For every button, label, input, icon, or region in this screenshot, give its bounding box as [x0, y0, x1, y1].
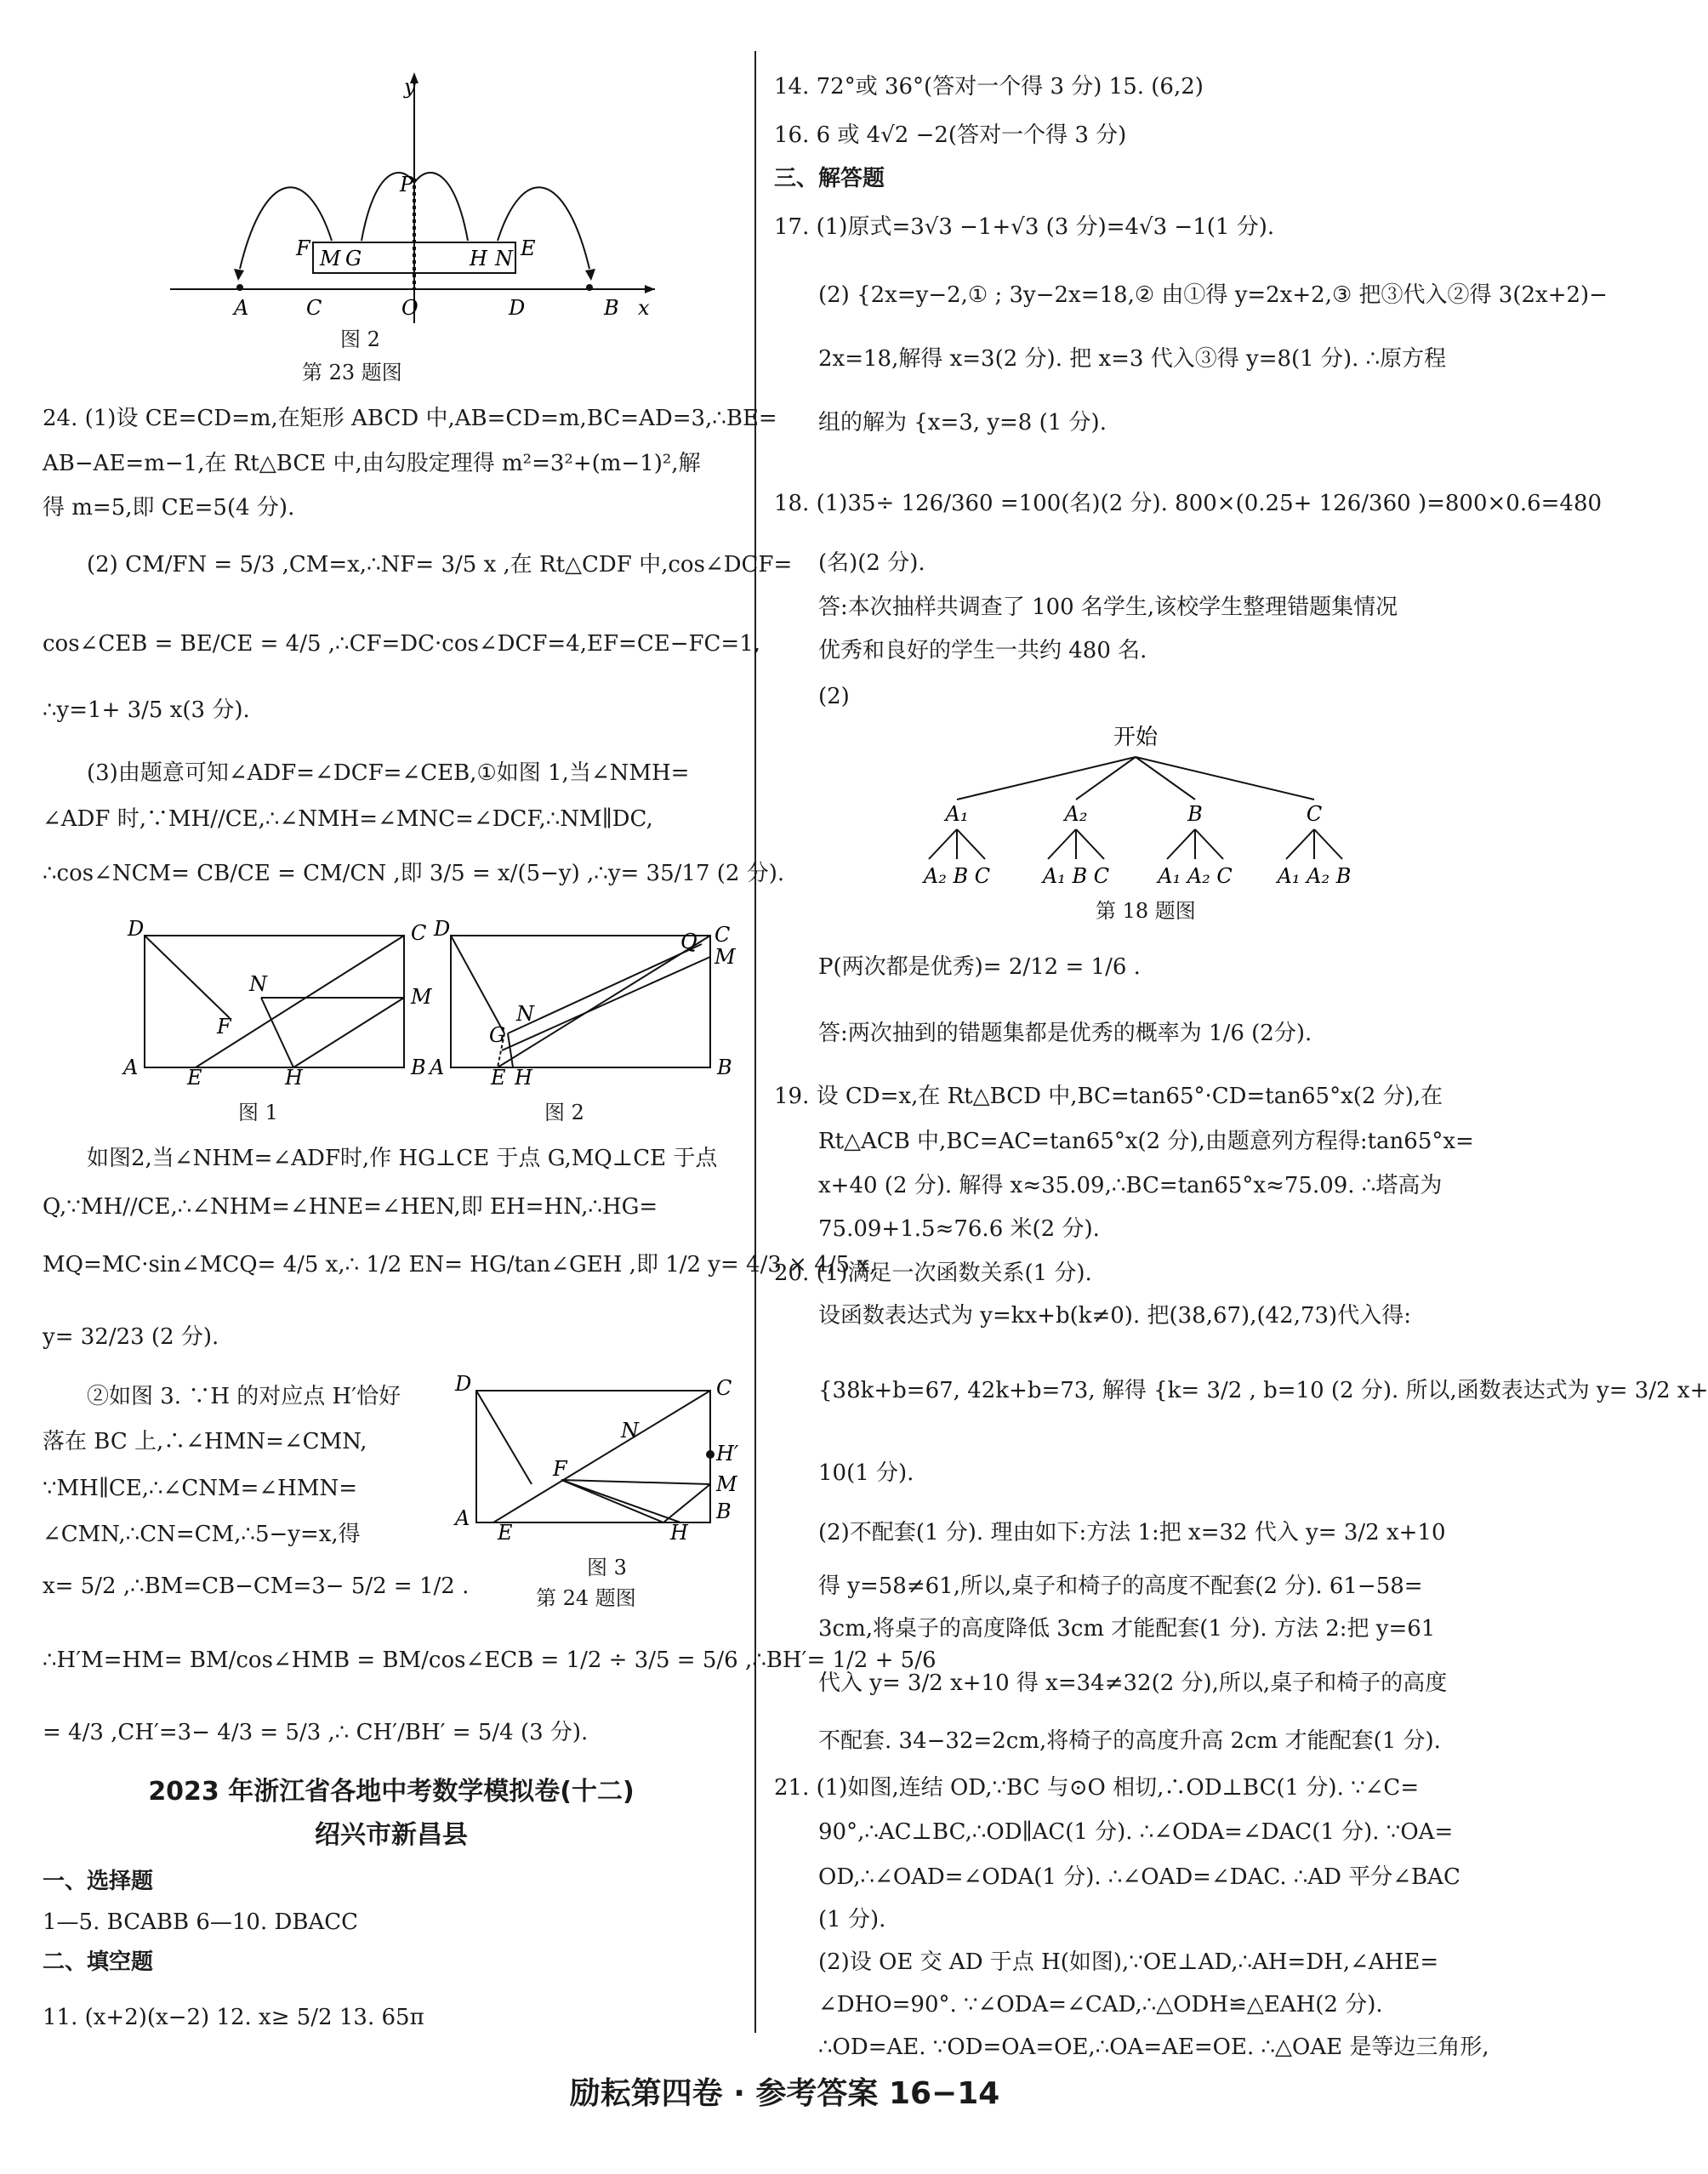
q20-line: 3cm,将桌子的高度降低 3cm 才能配套(1 分). 方法 2:把 y=61: [818, 1616, 1436, 1642]
tree-leaves-c: A₁ A₂ B: [1277, 864, 1352, 888]
q21-line: ∠DHO=90°. ∵∠ODA=∠CAD,∴△ODH≌△EAH(2 分).: [818, 1992, 1383, 2017]
q17-line: 组的解为 {x=3, y=8 (1 分).: [818, 410, 1107, 435]
exam-subtitle: 绍兴市新昌县: [315, 1820, 468, 1850]
q20-line: (2)不配套(1 分). 理由如下:方法 1:把 x=32 代入 y= 3/2 x+10: [818, 1520, 1446, 1545]
fig23-caption: 第 23 题图: [302, 361, 402, 384]
q17-line: (2) {2x=y−2,① ; 3y−2x=18,② 由①得 y=2x+2,③ 把③代入②得 3(2x+2)−: [818, 282, 1608, 308]
tree-node-a1: A₁: [945, 802, 969, 826]
q24-part2-line: Q,∵MH//CE,∴∠NHM=∠HNE=∠HEN,即 EH=HN,∴HG=: [43, 1194, 658, 1220]
fig23-label-c: C: [306, 296, 322, 320]
q20-line: 不配套. 34−32=2cm,将椅子的高度升高 2cm 才能配套(1 分).: [818, 1728, 1441, 1754]
fig23-label-g: G: [345, 247, 362, 270]
fig3-label-d: D: [455, 1372, 472, 1396]
q24-part2-line: MQ=MC·sin∠MCQ= 4/5 x,∴ 1/2 EN= HG/tan∠GEH ,即 1/2 y= 4/3 × 4/5 x,: [43, 1252, 877, 1278]
fig23-label-b: B: [604, 296, 619, 320]
q18-end-line: 答:两次抽到的错题集都是优秀的概率为 1/6 (2分).: [818, 1021, 1312, 1046]
page-footer: 励耘第四卷 · 参考答案 16−14: [569, 2076, 1000, 2111]
fig3-label-e: E: [498, 1521, 513, 1545]
fig23-label-n: N: [495, 247, 513, 270]
fig23-label-e: E: [521, 236, 536, 260]
fig23-label-d: D: [509, 296, 526, 320]
answer-line: 16. 6 或 4√2 −2(答对一个得 3 分): [774, 122, 1127, 148]
fig3-label-h-prime: H′: [716, 1442, 739, 1465]
fig3-caption: 图 3: [587, 1556, 627, 1579]
fig3-caption2: 第 24 题图: [536, 1586, 636, 1610]
fig23-label-m: M: [320, 247, 341, 270]
q24-line: AB−AE=m−1,在 Rt△BCE 中,由勾股定理得 m²=3²+(m−1)²,解: [43, 451, 701, 476]
exam-title: 2023 年浙江省各地中考数学模拟卷(十二): [148, 1777, 635, 1807]
fig2-caption: 图 2: [544, 1101, 584, 1124]
fig3-label-m: M: [716, 1472, 737, 1496]
tree-leaves-a2: A₁ B C: [1042, 864, 1110, 888]
fig23-label-p: P: [400, 173, 414, 196]
figure-24-3-diagram: [451, 1374, 757, 1544]
q24-line: (2) CM/FN = 5/3 ,CM=x,∴NF= 3/5 x ,在 Rt△CDF 中,cos∠DCF=: [87, 552, 793, 578]
q19-line: 75.09+1.5≈76.6 米(2 分).: [818, 1216, 1100, 1242]
q21-line: ∴OD=AE. ∵OD=OA=OE,∴OA=AE=OE. ∴△OAE 是等边三角形,: [818, 2035, 1489, 2060]
q17-line: 17. (1)原式=3√3 −1+√3 (3 分)=4√3 −1(1 分).: [774, 214, 1275, 240]
q19-line: Rt△ACB 中,BC=AC=tan65°x(2 分),由题意列方程得:tan65°x=: [818, 1129, 1474, 1154]
q24-part3-line: x= 5/2 ,∴BM=CB−CM=3− 5/2 = 1/2 .: [43, 1574, 470, 1599]
fig2-label-h: H: [515, 1066, 532, 1090]
q19-line: 19. 设 CD=x,在 Rt△BCD 中,BC=tan65°·CD=tan65°x(2 分),在: [774, 1084, 1443, 1109]
tree-node-b: B: [1187, 802, 1203, 826]
fig1-label-h: H: [285, 1066, 303, 1090]
fig23-label-x: x: [638, 296, 650, 320]
fig2-label-c: C: [715, 923, 731, 947]
fig2-label-q: Q: [680, 930, 697, 953]
tree-leaves-b: A₁ A₂ C: [1158, 864, 1233, 888]
tree-node-a2: A₂: [1064, 802, 1088, 826]
q18-line: (名)(2 分).: [818, 550, 925, 576]
fig1-caption: 图 1: [238, 1101, 278, 1124]
section-3-title: 三、解答题: [774, 166, 885, 191]
tree-diagram: [893, 714, 1369, 902]
fig23-label-f: F: [296, 236, 310, 260]
q24-part3-line: 落在 BC 上,∴∠HMN=∠CMN,: [43, 1429, 367, 1454]
q24-part4-line: ∴H′M=HM= BM/cos∠HMB = BM/cos∠ECB = 1/2 ÷ 3/5 = 5/6 ,∴BH′= 1/2 + 5/6: [43, 1648, 937, 1673]
fig2-label-m: M: [715, 945, 736, 969]
section-1-answers: 1—5. BCABB 6—10. DBACC: [43, 1909, 359, 1935]
figure-24-2-diagram: [430, 917, 753, 1090]
q21-line: (2)设 OE 交 AD 于点 H(如图),∵OE⊥AD,∴AH=DH,∠AHE=: [818, 1949, 1439, 1975]
q21-line: 21. (1)如图,连结 OD,∵BC 与⊙O 相切,∴OD⊥BC(1 分). ∵∠C=: [774, 1775, 1420, 1801]
fig3-label-n: N: [621, 1419, 639, 1443]
fig2-label-n: N: [516, 1002, 534, 1026]
q20-line: 得 y=58≠61,所以,桌子和椅子的高度不配套(2 分). 61−58=: [818, 1574, 1423, 1599]
q21-line: OD,∴∠OAD=∠ODA(1 分). ∴∠OAD=∠DAC. ∴AD 平分∠BAC: [818, 1864, 1460, 1890]
fig3-label-c: C: [716, 1376, 732, 1400]
q18-end-line: P(两次都是优秀)= 2/12 = 1/6 .: [818, 954, 1141, 980]
fig1-label-n: N: [249, 972, 267, 996]
q21-line: (1 分).: [818, 1907, 886, 1932]
fig23-label-y: y: [404, 75, 416, 99]
q24-part2-line: y= 32/23 (2 分).: [43, 1324, 219, 1350]
fig1-label-b: B: [411, 1056, 426, 1079]
answer-line: 14. 72°或 36°(答对一个得 3 分) 15. (6,2): [774, 74, 1204, 100]
fig1-label-a: A: [123, 1056, 139, 1079]
fig1-label-e: E: [187, 1066, 202, 1090]
section-2-title: 二、填空题: [43, 1949, 154, 1975]
q17-line: 2x=18,解得 x=3(2 分). 把 x=3 代入③得 y=8(1 分). ∴原方程: [818, 346, 1447, 372]
fig23-sub-caption: 图 2: [340, 327, 380, 351]
column-divider: [754, 51, 756, 2033]
q20-line: 20. (1)满足一次函数关系(1 分).: [774, 1261, 1092, 1286]
fig23-label-a: A: [234, 296, 249, 320]
fig2-label-d: D: [434, 917, 451, 941]
q24-line: ∴y=1+ 3/5 x(3 分).: [43, 697, 250, 723]
q24-line: ∴cos∠NCM= CB/CE = CM/CN ,即 3/5 = x/(5−y) ,∴y= 35/17 (2 分).: [43, 861, 785, 886]
q20-line: {38k+b=67, 42k+b=73, 解得 {k= 3/2 , b=10 (2 分). 所以,函数表达式为 y= 3/2 x+: [818, 1378, 1708, 1403]
q20-line: 设函数表达式为 y=kx+b(k≠0). 把(38,67),(42,73)代入得:: [818, 1303, 1411, 1329]
fig23-label-o: O: [401, 296, 418, 320]
section-2-answers: 11. (x+2)(x−2) 12. x≥ 5/2 13. 65π: [43, 2005, 424, 2030]
q24-line: (3)由题意可知∠ADF=∠DCF=∠CEB,①如图 1,当∠NMH=: [87, 760, 690, 786]
right-column: [774, 0, 1708, 2174]
fig3-label-h: H: [670, 1521, 688, 1545]
q21-line: 90°,∴AC⊥BC,∴OD∥AC(1 分). ∴∠ODA=∠DAC(1 分). ∵OA=: [818, 1819, 1454, 1845]
q24-part4-line: = 4/3 ,CH′=3− 4/3 = 5/3 ,∴ CH′/BH′ = 5/4 (3 分).: [43, 1720, 589, 1745]
tree-root: 开始: [1113, 725, 1159, 750]
tree-caption: 第 18 题图: [1096, 899, 1196, 923]
fig3-label-b: B: [716, 1500, 732, 1523]
fig2-label-b: B: [717, 1056, 732, 1079]
section-1-title: 一、选择题: [43, 1869, 154, 1894]
fig2-label-a: A: [430, 1056, 445, 1079]
q19-line: x+40 (2 分). 解得 x≈35.09,∴BC=tan65°x≈75.09. ∴塔高为: [818, 1173, 1443, 1198]
q24-part2-line: 如图2,当∠NHM=∠ADF时,作 HG⊥CE 于点 G,MQ⊥CE 于点: [87, 1146, 718, 1171]
fig1-label-m: M: [411, 985, 432, 1009]
figure-23-diagram: [153, 68, 680, 340]
q20-line: 10(1 分).: [818, 1460, 914, 1486]
q24-line: ∠ADF 时,∵MH//CE,∴∠NMH=∠MNC=∠DCF,∴NM∥DC,: [43, 806, 653, 832]
fig3-label-f: F: [553, 1457, 567, 1481]
q24-line: cos∠CEB = BE/CE = 4/5 ,∴CF=DC·cos∠DCF=4,EF=CE−FC=1,: [43, 631, 761, 657]
fig2-label-e: E: [491, 1066, 506, 1090]
q24-line: 得 m=5,即 CE=5(4 分).: [43, 495, 295, 521]
fig3-label-a: A: [455, 1506, 470, 1530]
q18-line: 优秀和良好的学生一共约 480 名.: [818, 638, 1147, 663]
tree-node-c: C: [1306, 802, 1323, 826]
fig1-label-c: C: [411, 921, 427, 945]
fig1-label-d: D: [128, 917, 145, 941]
q24-part3-line: ∵MH∥CE,∴∠CNM=∠HMN=: [43, 1476, 357, 1501]
q18-line: 答:本次抽样共调查了 100 名学生,该校学生整理错题集情况: [818, 595, 1398, 620]
fig2-label-g: G: [489, 1023, 506, 1047]
tree-leaves-a1: A₂ B C: [923, 864, 991, 888]
fig1-label-f: F: [217, 1015, 231, 1039]
q24-part3-line: ∠CMN,∴CN=CM,∴5−y=x,得: [43, 1522, 361, 1547]
figure-24-1-diagram: [123, 917, 447, 1090]
q24-line: 24. (1)设 CE=CD=m,在矩形 ABCD 中,AB=CD=m,BC=AD=3,∴BE=: [43, 406, 777, 431]
q24-part3-line: ②如图 3. ∵H 的对应点 H′恰好: [87, 1384, 401, 1409]
q18-line: (2): [818, 684, 850, 709]
fig23-label-h: H: [470, 247, 487, 270]
q18-line: 18. (1)35÷ 126/360 =100(名)(2 分). 800×(0.25+ 126/360 )=800×0.6=480: [774, 491, 1603, 516]
q20-line: 代入 y= 3/2 x+10 得 x=34≠32(2 分),所以,桌子和椅子的高度: [818, 1670, 1448, 1696]
